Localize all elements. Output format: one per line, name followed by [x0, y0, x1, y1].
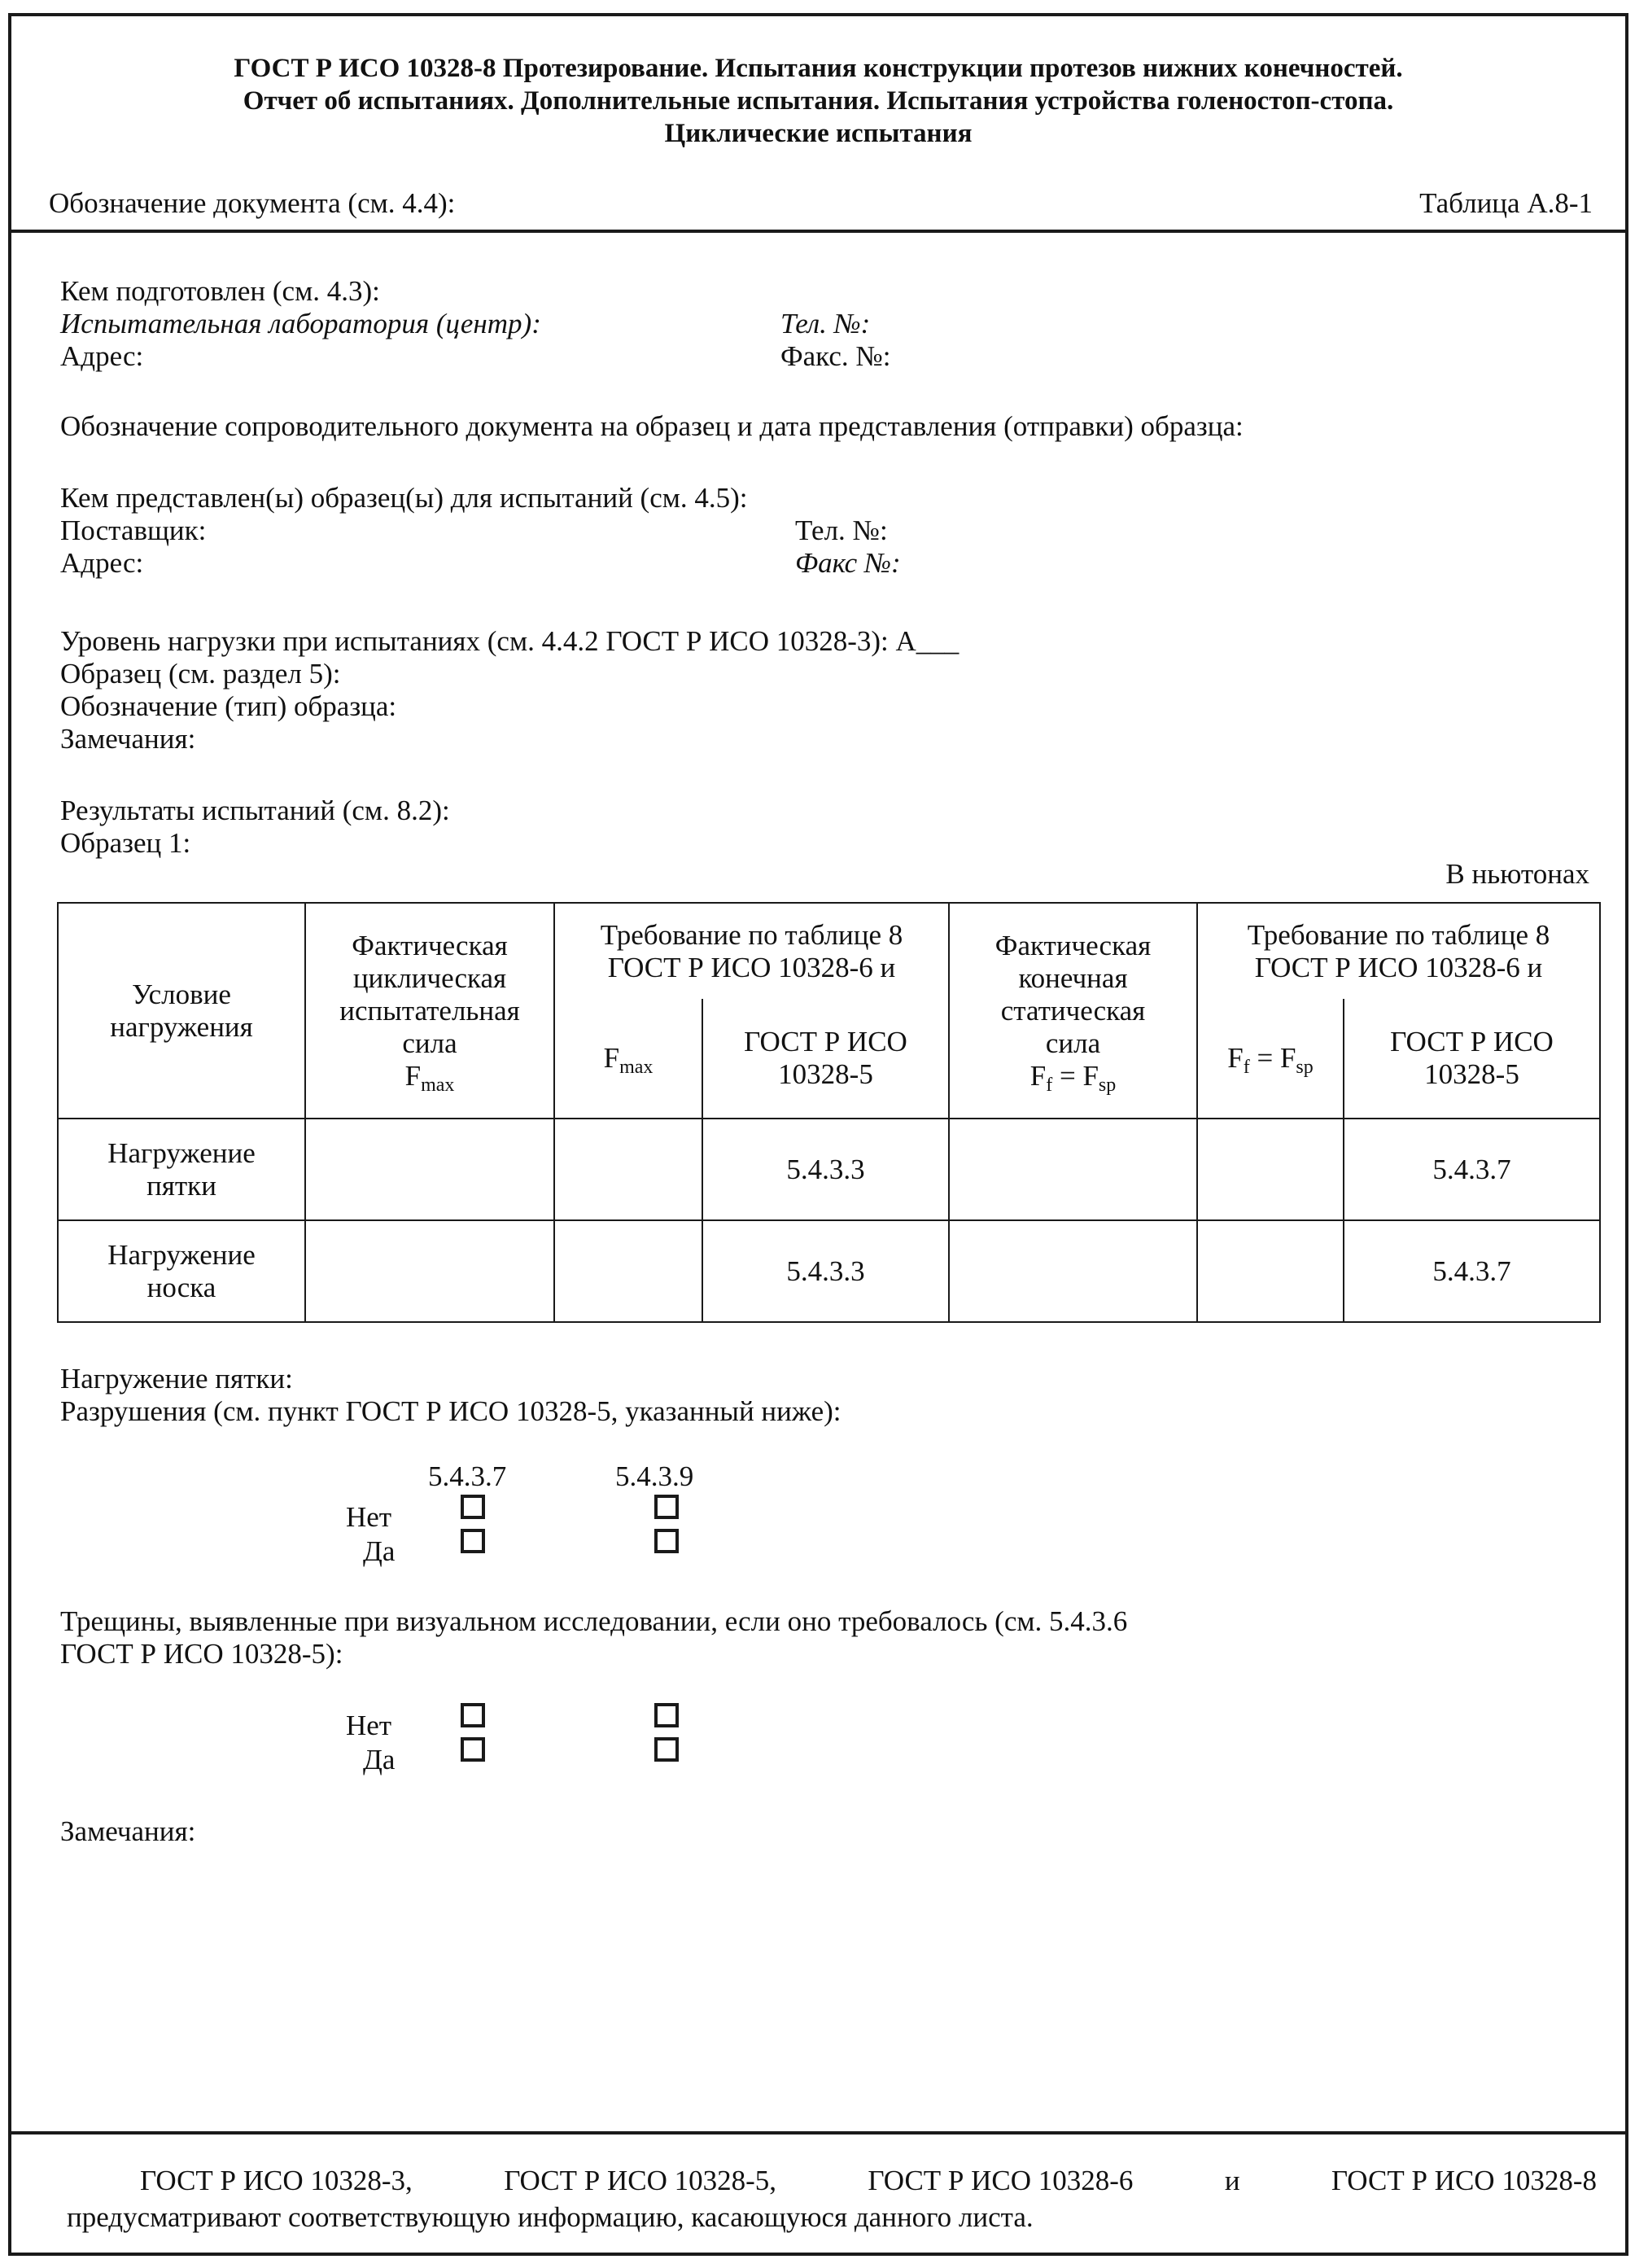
- lab-fax-label: Факс. №:: [780, 340, 891, 372]
- cell-empty[interactable]: [305, 1220, 554, 1322]
- cracks-1-yes-checkbox[interactable]: [461, 1737, 485, 1762]
- sample-1-label: Образец 1:: [60, 827, 191, 859]
- failure-5437-yes-checkbox[interactable]: [461, 1529, 485, 1553]
- footer-and: и: [1224, 2165, 1240, 2196]
- header-divider: [11, 230, 1625, 233]
- cell-empty[interactable]: [949, 1220, 1197, 1322]
- header-requirement-2: Требование по таблице 8 ГОСТ Р ИСО 10328-6 и: [1197, 903, 1600, 999]
- table-reference: Таблица А.8-1: [1419, 187, 1593, 219]
- form-frame: [8, 13, 1628, 2256]
- footer-divider: [11, 2131, 1625, 2134]
- title-line-2: Отчет об испытаниях. Дополнительные испытания. Испытания устройства голеностоп-стопа.: [243, 86, 1394, 116]
- lab-label: Испытательная лаборатория (центр):: [60, 308, 541, 339]
- failure-5439-yes-checkbox[interactable]: [654, 1529, 679, 1553]
- title-line-1: ГОСТ Р ИСО 10328-8 Протезирование. Испытания конструкции протезов нижних конечностей.: [234, 54, 1403, 83]
- header-requirement-1: Требование по таблице 8 ГОСТ Р ИСО 10328-6 и: [554, 903, 949, 999]
- cell-empty[interactable]: [554, 1119, 702, 1220]
- sample-remarks-label: Замечания:: [60, 723, 196, 755]
- header-condition: Условие нагружения: [58, 903, 305, 1119]
- row-condition: Нагружение носка: [58, 1220, 305, 1322]
- cell-empty[interactable]: [949, 1119, 1197, 1220]
- header-gost-5-b: ГОСТ Р ИСО 10328-5: [1344, 999, 1600, 1119]
- yes-label: Да: [363, 1535, 396, 1567]
- heel-loading-label: Нагружение пятки:: [60, 1363, 293, 1395]
- load-level-label: Уровень нагрузки при испытаниях (см. 4.4.2 ГОСТ Р ИСО 10328-3): А___: [60, 625, 960, 657]
- footer-line-2: предусматривают соответствующую информацию, касающуюся данного листа.: [67, 2201, 1034, 2233]
- cracks-no-label: Нет: [346, 1710, 392, 1741]
- final-remarks-label: Замечания:: [60, 1815, 196, 1847]
- cracks-1-no-checkbox[interactable]: [461, 1703, 485, 1727]
- lab-address-label: Адрес:: [60, 340, 144, 372]
- lab-phone-label: Тел. №:: [780, 308, 871, 339]
- cracks-label-line-1: Трещины, выявленные при визуальном исследовании, если оно требовалось (см. 5.4.3.6: [60, 1605, 1128, 1637]
- cell-empty[interactable]: [1197, 1220, 1344, 1322]
- prepared-by-label: Кем подготовлен (см. 4.3):: [60, 275, 380, 307]
- supplier-fax-label: Факс №:: [795, 547, 901, 579]
- col-5437-label: 5.4.3.7: [428, 1460, 507, 1492]
- failure-5437-no-checkbox[interactable]: [461, 1495, 485, 1519]
- row-condition: Нагружение пятки: [58, 1119, 305, 1220]
- footer-note: [67, 2162, 1597, 2235]
- footer-std-1: ГОСТ Р ИСО 10328-3,: [140, 2165, 413, 2196]
- cracks-yes-label: Да: [363, 1744, 396, 1775]
- table-row: [58, 1119, 1600, 1220]
- cell-empty[interactable]: [1197, 1119, 1344, 1220]
- failures-label: Разрушения (см. пункт ГОСТ Р ИСО 10328-5, указанный ниже):: [60, 1395, 841, 1427]
- accompanying-doc-label: Обозначение сопроводительного документа на образец и дата представления (отправки) образца:: [60, 410, 1244, 442]
- header-fmax: $F_{max}$: [554, 999, 702, 1119]
- no-label: Нет: [346, 1501, 392, 1533]
- cell-empty[interactable]: [554, 1220, 702, 1322]
- footer-std-2: ГОСТ Р ИСО 10328-5,: [504, 2165, 776, 2196]
- form-title: [11, 52, 1625, 150]
- cell-ref: 5.4.3.7: [1344, 1220, 1600, 1322]
- sample-label: Образец (см. раздел 5):: [60, 658, 341, 690]
- units-label: В ньютонах: [1445, 858, 1589, 890]
- footer-std-4: ГОСТ Р ИСО 10328-8: [1331, 2165, 1597, 2196]
- supplier-phone-label: Тел. №:: [795, 514, 888, 546]
- header-gost-5-a: ГОСТ Р ИСО 10328-5: [702, 999, 949, 1119]
- supplier-label: Поставщик:: [60, 514, 207, 546]
- header-ff-fsp: $F_f = F_{sp}$: [1197, 999, 1344, 1119]
- cracks-2-no-checkbox[interactable]: [654, 1703, 679, 1727]
- title-line-3: Циклические испытания: [664, 119, 973, 148]
- cell-ref: 5.4.3.3: [702, 1119, 949, 1220]
- cracks-2-yes-checkbox[interactable]: [654, 1737, 679, 1762]
- failure-5439-no-checkbox[interactable]: [654, 1495, 679, 1519]
- sample-designation-label: Обозначение (тип) образца:: [60, 690, 397, 722]
- table-row: [58, 1220, 1600, 1322]
- col-5439-label: 5.4.3.9: [615, 1460, 694, 1492]
- footer-std-3: ГОСТ Р ИСО 10328-6: [868, 2165, 1134, 2196]
- results-heading: Результаты испытаний (см. 8.2):: [60, 795, 450, 826]
- cell-ref: 5.4.3.3: [702, 1220, 949, 1322]
- cell-empty[interactable]: [305, 1119, 554, 1220]
- doc-designation-label: Обозначение документа (см. 4.4):: [49, 187, 456, 219]
- header-actual-cyclic-force: Фактическая циклическая испытательная сила $F_{max}$: [305, 903, 554, 1119]
- cracks-label-line-2: ГОСТ Р ИСО 10328-5):: [60, 1638, 343, 1670]
- results-table: [57, 902, 1601, 1323]
- header-actual-static-force: Фактическая конечная статическая сила $F_f = F_{sp}$: [949, 903, 1197, 1119]
- supplier-address-label: Адрес:: [60, 547, 144, 579]
- cell-ref: 5.4.3.7: [1344, 1119, 1600, 1220]
- submitted-by-label: Кем представлен(ы) образец(ы) для испытаний (см. 4.5):: [60, 482, 748, 514]
